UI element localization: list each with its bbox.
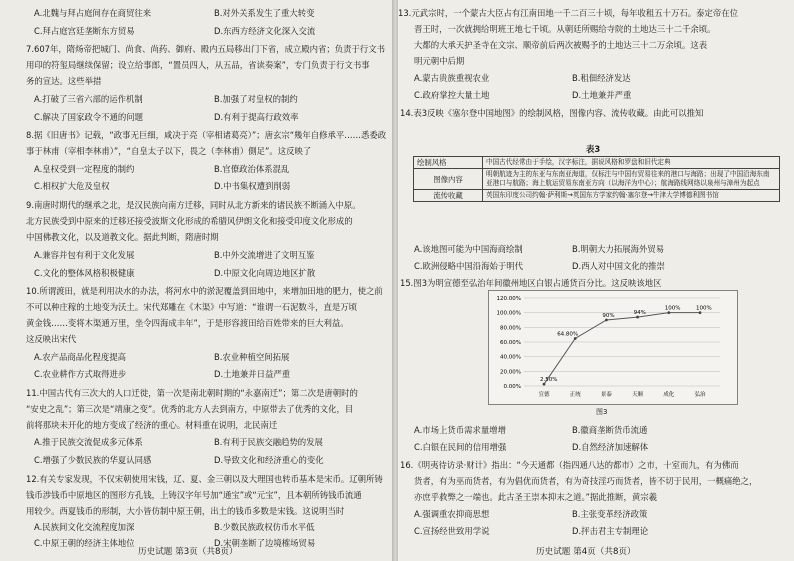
y-tick-label: 120.00% [496,296,521,302]
answer-option: A.蒙古贵族重视农业 [414,73,490,83]
answer-option: A.北魏与拜占庭间存在商贸往来 [34,8,152,18]
question-line: 10.所谓渡田，就是利用决水的办法，将河水中的淤泥覆盖到田地中，来增加田地的肥力，使之前 [26,286,383,296]
category-label: 正统 [569,392,581,398]
answer-option: D.中书集权遭到削弱 [214,181,291,191]
answer-option: D.导致文化和经济重心的变化 [214,455,324,465]
table-row [414,157,780,169]
question-line: 7.607年，隋炀帝把城门、尚食、尚药、御府、殿内五局移出门下省，成立殿内省；负责于行文书 [26,44,385,54]
data-label: 2.50% [540,377,558,384]
left-page [0,0,392,561]
data-label: 100% [664,305,681,312]
question-line: 用印的符玺局继续保留；设立给事郎，“置员四人，从五品，省读奏案”，专门负责于行文书事 [26,60,370,70]
question-line: 黄金钱……变将木渠通万里，坐令四海成丰年”，于是形容渡田给百姓带来的巨大利益。 [26,318,349,328]
left-page-footer: 历史试题 第3页（共8页） [138,547,238,557]
silver-currency-chart [488,290,738,405]
y-tick-label: 40.00% [500,354,521,361]
answer-option: B.少数民族政权仿币水平低 [214,522,315,532]
answer-option: D.西人对中国文化的推崇 [572,261,665,271]
question-line: 这反映出宋代 [26,334,77,344]
question-line: 11.中国古代有三次大的人口迁徙，第一次是南北朝时期的“永嘉南迁”；第二次是唐朝时的 [26,388,358,398]
question-line: “安史之乱”；第三次是“靖康之变”。优秀的北方人去到南方，中原带去了优秀的文化，目 [26,404,354,414]
answer-option: D.东西方经济文化深入交流 [214,26,316,36]
answer-option: B.徽商垄断货币流通 [572,425,648,435]
question-line: 晋王时，一次就拥给明班王地七千顷。从朝廷所赐给寺院的土地达三十二千余顷。 [414,24,716,34]
table-body-cell: 中国古代经常由于手绘，汉字标注，据说风格和罗盘和旧代定典 [483,157,780,169]
question-line: 14.表3反映《塞尔登中国地图》的绘制风格，图像内容、流传收藏。由此可以推知 [400,108,704,118]
answer-option: B.明朝大力拓展海外贸易 [572,244,665,254]
data-label: 64.80% [557,331,579,338]
answer-option: C.解决了国家政令不通的问题 [34,112,144,122]
answer-option: D.宋朝垄断了边境榷场贸易 [214,538,316,548]
right-page [398,0,794,561]
table-head-cell: 图像内容 [414,169,483,190]
answer-option: D.土地兼并严重 [572,90,632,100]
map-table [413,156,780,202]
answer-option: C.拜占庭宫廷垄断东方贸易 [34,26,135,36]
y-tick-label: 0.00% [503,384,521,390]
question-line: 大都的大承天护圣寺在文宗、顺帝前后两次被赐予的土地达三十二万余顷。这表 [414,40,708,50]
answer-option: B.主张变革经济政策 [572,509,648,519]
data-point [543,383,546,386]
category-label: 景泰 [600,392,612,398]
answer-option: A.民族间文化交流程度加深 [34,522,135,532]
data-point [574,337,577,340]
data-label: 94% [633,310,646,317]
right-page-footer: 历史试题 第4页（共8页） [536,547,636,557]
answer-option: A.农产品商品化程度提高 [34,352,126,362]
category-label: 成化 [663,392,675,398]
answer-option: B.有利于民族交融趋势的发展 [214,437,323,447]
y-tick-label: 60.00% [500,340,521,346]
question-line: 用较少。西夏钱币的形制，大小皆仿制中原王朝，出土的钱币多数是宋钱。这说明当时 [26,506,345,516]
data-point [605,319,608,322]
answer-option: C.增强了少数民族的华夏认同感 [34,455,152,465]
answer-option: D.有利于提高行政效率 [214,112,299,122]
table-body-cell: 明朝航迹为主的东亚与东南亚海道，仅标注与中国有贸易往来的港口与海路；出现了中国沿海东南亚港口与航路；海上航运贸易东南亚方向（以海洋为中心）；航海路线网络以泉州与漳州为起点 [483,169,780,190]
answer-option: C.白银在民间的信用增强 [414,442,507,452]
answer-option: C.政府掌控大量土地 [414,90,490,100]
question-line: 中国佛教文化，以及道教文化。据此判断，隋唐时期 [26,232,219,242]
answer-option: C.宣扬经世致用学说 [414,526,490,536]
answer-option: A.市场上货币需求量增增 [414,425,506,435]
question-line: 9.南唐时期代的继承之北，是汉民族向南方迁移，同时从北方新来的诸民族不断涌入中原。 [26,200,361,210]
question-line: 亦庶乎救弊之一端也。此古圣王崇本抑末之道。”据此推断，黄宗羲 [414,492,658,502]
answer-option: C.农业耕作方式取得进步 [34,369,127,379]
question-line: 前将那块未开化的地方变成了经济的重心。材料重在说明，北民南迁 [26,420,278,430]
answer-option: C.文化的整体风格积极健康 [34,268,135,278]
answer-option: A.该地图可能为中国海商绘制 [414,244,523,254]
question-line: 15.图3为明宣德至弘治年间徽州地区白银占通货百分比。这反映该地区 [400,278,662,288]
answer-option: D.中原文化向周边地区扩散 [214,268,316,278]
table-head-cell: 流传收藏 [414,190,483,202]
question-line: 明元朝中后期 [414,56,465,66]
question-line: 16.《明夷待访录·财计》指出：“今天通都（指四通八达的都市）之市，十室而九，有为佛而 [400,460,739,470]
answer-option: D.抨击君主专制理论 [572,526,649,536]
answer-option: C.中原王朝的经济主体地位 [34,538,135,548]
question-line: 事于林甫（宰相李林甫）”，“自皇太子以下，畏之（李林甫）側足”。这反映了 [26,146,312,156]
answer-option: D.土地兼并日益严重 [214,369,291,379]
y-tick-label: 80.00% [500,325,521,332]
answer-option: B.租佃经济发达 [572,73,631,83]
answer-option: A.打破了三省六部的运作机制 [34,94,143,104]
question-line: 货者，有为巫而货者，有为倡优而货者，有为奇技淫巧而货者，皆不切于民用，一概痛绝之， [414,476,758,486]
question-line: 不可以种庄稼的土地变为沃土。宋代郑雕在《木渠》中写道：“谁谓一石泥数斗，直是万顷 [26,302,357,312]
data-label: 100% [696,305,712,312]
question-line: 13.元武宗时，一个蒙古大臣占有江南田地一千二百三十顷，每年收租五十万石。泰定帝在位 [398,8,738,18]
table-body-cell: 英国东印度公司约翰·萨利斯→英国东方学家约翰·塞尔登→牛津大学博德利图书馆 [483,190,780,202]
question-line: 北方民族受到中原来的迁移还接受波斯文化形成的希腊风伊朗文化和接受印度文化形成的 [26,216,353,226]
figure-caption: 图3 [596,408,608,416]
data-point [667,311,670,314]
table-row [414,190,780,202]
answer-option: D.自然经济加速解体 [572,442,649,452]
question-line: 8.据《旧唐书》记载，“政事无巨细，咸决于亮（宰相诸葛亮）”；唐玄宗“幾年自修承平……悉委政 [26,130,387,140]
data-point [699,311,702,314]
question-line: 务的宣达。这些举措 [26,76,102,86]
answer-option: A.推于民族交流促成多元体系 [34,437,143,447]
answer-option: A.皇权受到一定程度的制约 [34,164,135,174]
table-title: 表3 [586,144,601,154]
table-row [414,169,780,190]
answer-option: B.官僚政治体系混乱 [214,164,290,174]
question-line: 钱币涉钱币中原地区的图形方孔钱，上铸汉字年号加“通宝”或“元宝”，且本朝所铸钱币流通 [26,490,362,500]
category-label: 弘治 [694,392,706,398]
question-line: 12.有关专家发现，不仅宋朝使用宋钱，辽、夏、金三朝以及大理国也转币基本是宋币。辽朝所铸 [26,474,383,484]
answer-option: B.中外交流增进了文明互鉴 [214,250,315,260]
data-point [636,316,639,319]
category-label: 天顺 [632,392,644,398]
answer-option: A.强调重农抑商思想 [414,509,490,519]
answer-option: B.加强了对皇权的制约 [214,94,298,104]
answer-option: A.兼容并包有利于文化发展 [34,250,135,260]
answer-option: B.对外关系发生了重大转变 [214,8,315,18]
answer-option: B.农业种植空间拓展 [214,352,290,362]
y-tick-label: 20.00% [500,369,521,376]
answer-option: C.相权扩大危及皇权 [34,181,110,191]
answer-option: C.欧洲侵略中国沿海始于明代 [414,261,524,271]
data-label: 90% [602,313,615,319]
y-tick-label: 100.00% [496,310,521,317]
category-label: 宣德 [538,392,550,398]
table-head-cell: 绘制风格 [414,157,483,169]
